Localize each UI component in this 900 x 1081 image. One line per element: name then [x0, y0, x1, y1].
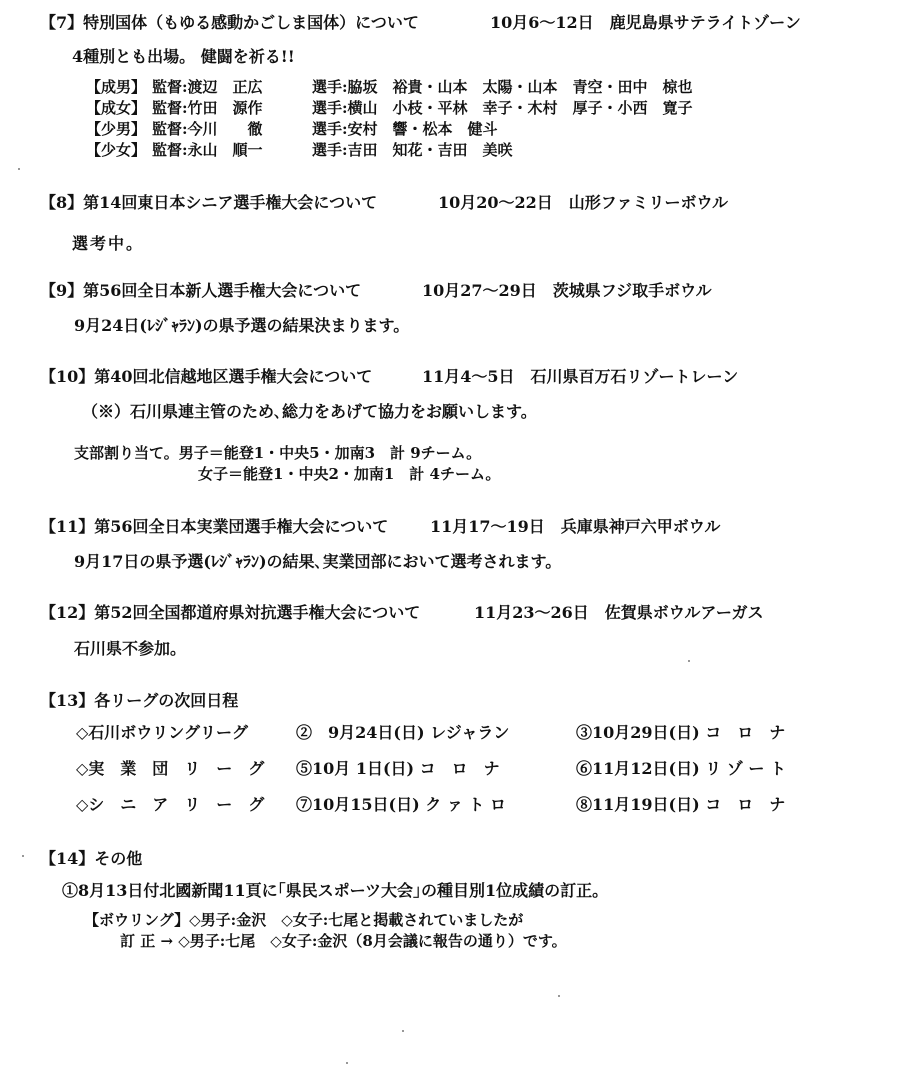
league-next-1: ⑤10月 1日(日) コ ロ ナ — [296, 759, 500, 778]
league-next-2: ⑧11月19日(日) コ ロ ナ — [576, 795, 786, 814]
section-14-correction: ①8月13日付北國新聞11頁に｢県民スポーツ大会｣の種目別1位成績の訂正。 — [62, 881, 609, 900]
scan-speck — [402, 1030, 404, 1032]
league-next-1: ⑦10月15日(日) ク ァ ト ロ — [296, 795, 506, 814]
roster-category: 【少男】 — [86, 120, 147, 138]
league-name: ◇シ ニ ア リ ー グ — [76, 795, 265, 814]
scan-speck — [18, 168, 20, 170]
section-8-date-venue: 10月20～22日 山形ファミリーボウル — [438, 193, 728, 212]
roster-players: 選手:吉田 知花・吉田 美咲 — [312, 141, 513, 159]
section-12-heading: 【12】第52回全国都道府県対抗選手権大会について — [40, 603, 421, 622]
section-7-note: 4種別とも出場。 健闘を祈る!! — [72, 47, 295, 66]
roster-category: 【成男】 — [86, 78, 147, 96]
scan-speck — [22, 855, 24, 857]
roster-coach: 監督:今川 徹 — [152, 120, 263, 138]
scan-speck — [688, 660, 690, 662]
section-11-note: 9月17日の県予選(ﾚｼﾞｬﾗﾝ)の結果､実業団部において選考されます。 — [74, 552, 562, 571]
section-10-note: （※）石川県連主管のため､総力をあげて協力をお願いします。 — [82, 402, 537, 421]
league-next-2: ③10月29日(日) コ ロ ナ — [576, 723, 786, 742]
roster-players: 選手:横山 小枝・平林 幸子・木村 厚子・小西 寛子 — [312, 99, 693, 117]
section-14-published: 【ボウリング】◇男子:金沢 ◇女子:七尾と掲載されていましたが — [84, 911, 524, 929]
section-9-date-venue: 10月27～29日 茨城県フジ取手ボウル — [422, 281, 712, 300]
section-8-note: 選考中。 — [72, 234, 145, 253]
roster-category: 【少女】 — [86, 141, 147, 159]
scan-speck — [346, 1062, 348, 1064]
section-9-heading: 【9】第56回全日本新人選手権大会について — [40, 281, 362, 300]
section-10-heading: 【10】第40回北信越地区選手権大会について — [40, 367, 373, 386]
section-11-date-venue: 11月17～19日 兵庫県神戸六甲ボウル — [430, 517, 721, 536]
league-name: ◇実 業 団 リ ー グ — [76, 759, 265, 778]
section-8-heading: 【8】第14回東日本シニア選手権大会について — [40, 193, 378, 212]
section-7-date-venue: 10月6～12日 鹿児島県サテライトゾーン — [490, 13, 801, 32]
section-14-corrected: 訂 正 → ◇男子:七尾 ◇女子:金沢（8月会議に報告の通り）です。 — [120, 932, 567, 950]
section-10-allocation-men: 支部割り当て。男子＝能登1・中央5・加南3 計 9チーム。 — [74, 444, 482, 462]
league-next-2: ⑥11月12日(日) リ ゾ ー ト — [576, 759, 786, 778]
section-11-heading: 【11】第56回全日本実業団選手権大会について — [40, 517, 389, 536]
section-14-heading: 【14】その他 — [40, 849, 143, 868]
section-12-note: 石川県不参加。 — [74, 639, 187, 658]
league-name: ◇石川ボウリングリーグ — [76, 723, 248, 742]
section-7-heading: 【7】特別国体（もゆる感動かごしま国体）について — [40, 13, 419, 32]
roster-players: 選手:脇坂 裕貴・山本 太陽・山本 青空・田中 椋也 — [312, 78, 693, 96]
section-10-allocation-women: 女子＝能登1・中央2・加南1 計 4チーム。 — [198, 465, 501, 483]
scan-speck — [558, 995, 560, 997]
section-13-heading: 【13】各リーグの次回日程 — [40, 691, 239, 710]
roster-coach: 監督:永山 順一 — [152, 141, 263, 159]
roster-players: 選手:安村 響・松本 健斗 — [312, 120, 498, 138]
section-9-note: 9月24日(ﾚｼﾞｬﾗﾝ)の県予選の結果決まります。 — [74, 316, 410, 335]
roster-coach: 監督:渡辺 正広 — [152, 78, 263, 96]
roster-category: 【成女】 — [86, 99, 147, 117]
section-10-date-venue: 11月4～5日 石川県百万石リゾートレーン — [422, 367, 739, 386]
league-next-1: ② 9月24日(日) レジャラン — [296, 723, 510, 742]
roster-coach: 監督:竹田 源作 — [152, 99, 263, 117]
section-12-date-venue: 11月23～26日 佐賀県ボウルアーガス — [474, 603, 764, 622]
